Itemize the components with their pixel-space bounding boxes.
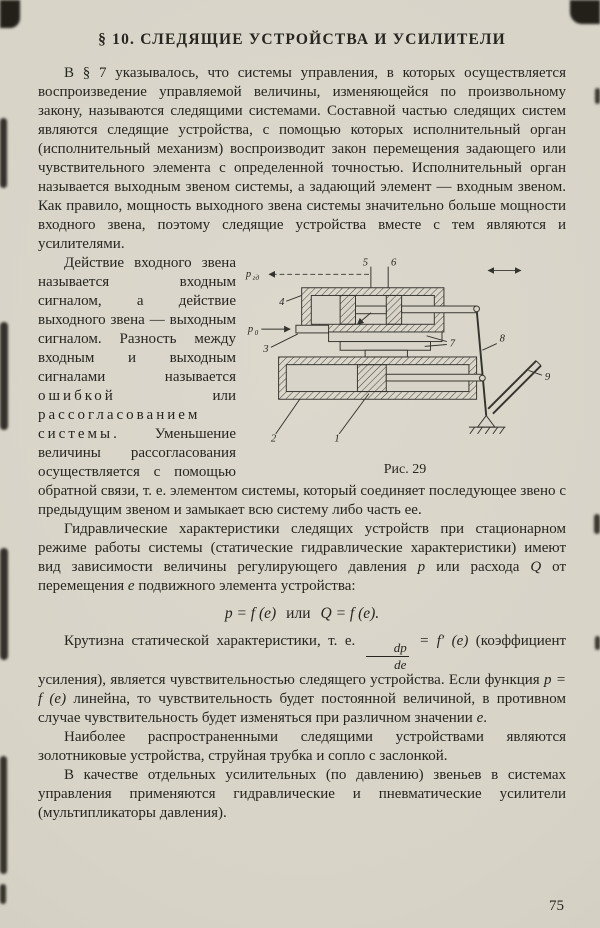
page-number: 75 <box>549 898 564 914</box>
housing-block <box>329 332 442 357</box>
servo-mechanism-diagram <box>244 257 566 455</box>
scan-artifact-edge <box>0 884 6 904</box>
label-1-group <box>334 393 369 444</box>
label-4-group <box>279 295 302 308</box>
figure-label-8: 8 <box>499 333 505 345</box>
figure-label-p0: p <box>247 323 254 335</box>
scan-artifact-corner <box>570 0 600 24</box>
figure-label-p0-sub: 0 <box>254 328 259 337</box>
figure-label-4: 4 <box>279 297 285 309</box>
spool-rod <box>402 306 477 313</box>
paragraph-characteristics: Гидравлические характеристики следящих устройств при стационарном режиме работы системы (статические гидравлические характеристики) имеют вид зависимости величины регулирующего давления p или расхода Q от перемещения e подвижного элемента устройства: <box>38 521 567 594</box>
scan-artifact-edge <box>0 756 7 874</box>
piston-rod <box>386 374 482 381</box>
figure-label-9: 9 <box>544 372 551 384</box>
valve-stems <box>363 258 397 288</box>
figure-label-p-in: p <box>245 269 252 281</box>
pressure-inlet <box>247 324 329 337</box>
label-8-group <box>482 334 505 351</box>
formula-separator: или <box>286 605 311 622</box>
figure-29 <box>244 257 566 479</box>
label-3-group <box>262 334 298 355</box>
paragraph-amplifiers: В качестве отдельных усилительных (по давлению) звеньев в системах управления применяются гидравлические и пневматические усилители (мультипликаторы давления). <box>38 767 566 822</box>
pivot-support <box>469 416 506 434</box>
paragraph-signals-text: Действие входного звена называется входным сигналом, а действие выходного звена — выходным сигналом. Разность между входным и выходным сигналами называется <box>38 255 236 385</box>
emphasized-term-error: ошибкой <box>38 388 116 404</box>
scan-artifact-edge <box>595 88 600 104</box>
piston <box>357 365 386 392</box>
figure-label-p-in-sub: гд <box>252 274 260 283</box>
figure-caption: Рис. 29 <box>383 462 427 477</box>
scan-artifact-edge <box>594 514 600 534</box>
hydraulic-cylinder <box>279 357 483 399</box>
emphasized-term-mismatch: рассогласованием системы <box>38 407 201 442</box>
figure-label-2: 2 <box>270 433 277 445</box>
paragraph-signals: Действие входного звена называется входным сигналом, а действие выходного звена — выходным сигналом. Разность между входным и выходным сигналами называется ошибкой или рассогласованием системы. Уменьшение величины рассогласования осуществляется с помощью обратной связи, т. е. элементом системы, который соединяет последующее звено с предыдущим звеном и замыкает всю систему либо часть ее. <box>38 255 566 518</box>
figure-label-1: 1 <box>334 433 340 445</box>
figure-label-7: 7 <box>449 338 455 350</box>
inlet-pipe <box>296 325 329 333</box>
scan-artifact-edge <box>595 636 600 650</box>
pedal <box>488 361 551 414</box>
section-heading: § 10. СЛЕДЯЩИЕ УСТРОЙСТВА И УСИЛИТЕЛИ <box>98 31 506 48</box>
scan-artifact-edge <box>0 118 7 188</box>
figure-label-5: 5 <box>362 257 368 269</box>
paragraph-device-types: Наиболее распространенными следящими устройствами являются золотниковые устройства, струйная трубка и сопло с заслонкой. <box>38 729 566 765</box>
scan-artifact-edge <box>0 322 8 430</box>
paragraph-sensitivity: Крутизна статической характеристики, т. е. $\frac{dp}{de}$ = f′ (e) (коэффициент усиления), является чувствительностью следящего устройства. Если функция p = f (e) линейна, то чувствительность будет постоянной величиной, в противном случае чувствительность будет изменяться при различном значении e. <box>38 633 567 727</box>
formula-right: Q = f (e). <box>320 605 380 622</box>
paragraph-intro: В § 7 указывалось, что системы управления, в которых осуществляется воспроизведение управляемой величины, изменяющейся по произвольному закону, называются следящими системами. Составной частью следящих систем являются следящие устройства, с помощью которых исполнительный орган (исполнительный механизм) воспроизводит закон перемещения задающего или чувствительного элемента с определенной точностью. Исполнительный орган называется выходным звеном системы, а задающий элемент — входным звеном. Как правило, мощность выходного звена системы значительно больше мощности входного звена, поэтому следящие устройства вместе с тем являются и усилителями. <box>38 65 566 252</box>
figure-label-6: 6 <box>391 257 397 269</box>
figure-text-wrap <box>38 254 566 520</box>
scan-artifact-corner <box>0 0 20 28</box>
figure-label-3: 3 <box>263 344 269 356</box>
label-2-group <box>271 399 300 444</box>
supply-line-dashed <box>245 269 369 282</box>
derivative-fraction: $\frac{dp}{de}$ <box>366 641 409 671</box>
formula-left: p = f (e) <box>224 605 277 622</box>
formula-line <box>38 604 566 623</box>
scan-artifact-edge <box>0 548 8 660</box>
